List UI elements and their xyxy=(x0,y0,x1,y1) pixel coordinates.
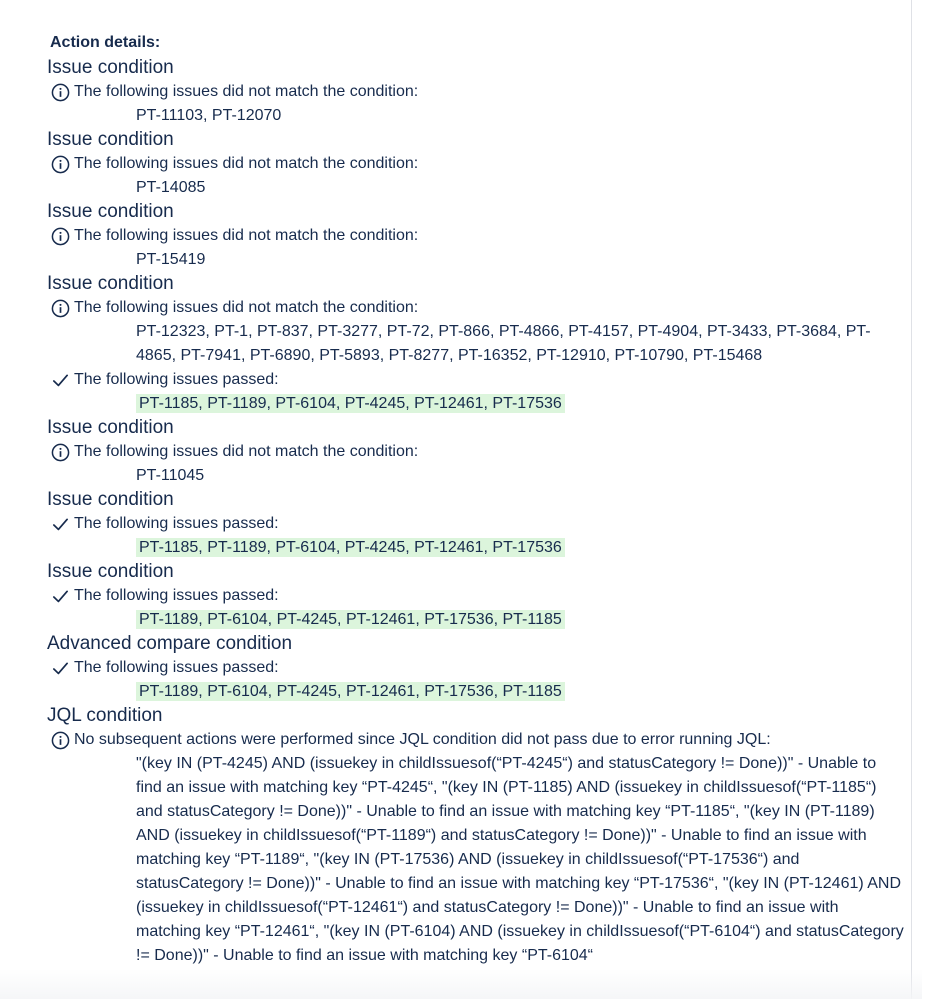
condition-section xyxy=(47,200,907,272)
section-title: Issue condition xyxy=(47,417,174,438)
issue-keys: PT-12323, PT-1, PT-837, PT-3277, PT-72, PT-866, PT-4866, PT-4157, PT-4904, PT-3433, PT-3684, PT-4865, PT-7941, PT-6890, PT-5893, PT-8277, PT-16352, PT-12910, PT-10790, PT-15468 xyxy=(136,323,871,364)
section-title: Issue condition xyxy=(47,57,174,78)
issue-keys: PT-11103, PT-12070 xyxy=(136,107,282,124)
status-text: The following issues did not match the condition: xyxy=(74,443,419,460)
checkmark-icon xyxy=(50,586,70,606)
condition-section xyxy=(47,128,907,200)
condition-section xyxy=(47,416,907,488)
issue-keys: PT-11045 xyxy=(136,467,205,484)
status-text: The following issues passed: xyxy=(74,659,279,676)
passed-status-line xyxy=(50,512,907,536)
bottom-fade xyxy=(0,969,922,999)
not-matched-status-line xyxy=(50,224,907,248)
action-details-content xyxy=(47,30,907,968)
passed-status-line xyxy=(50,368,907,392)
info-circle-icon xyxy=(50,154,70,174)
condition-section xyxy=(47,632,907,704)
status-text: The following issues did not match the condition: xyxy=(74,155,419,172)
issue-keys: PT-1189, PT-6104, PT-4245, PT-12461, PT-17536, PT-1185 xyxy=(136,610,565,629)
passed-status-line xyxy=(50,656,907,680)
not-matched-issue-list xyxy=(136,248,907,272)
status-text: The following issues did not match the condition: xyxy=(74,83,419,100)
jql-status-line xyxy=(50,728,907,752)
section-title: Issue condition xyxy=(47,201,174,222)
section-title: Issue condition xyxy=(47,489,174,510)
not-matched-issue-list xyxy=(136,320,907,368)
passed-issue-list xyxy=(136,392,907,416)
condition-section xyxy=(47,272,907,416)
panel-divider xyxy=(911,0,912,999)
issue-keys: PT-14085 xyxy=(136,179,206,196)
status-text: The following issues passed: xyxy=(74,515,279,532)
passed-issue-list xyxy=(136,608,907,632)
passed-status-line xyxy=(50,584,907,608)
not-matched-status-line xyxy=(50,80,907,104)
checkmark-icon xyxy=(50,514,70,534)
status-text: The following issues passed: xyxy=(74,371,279,388)
info-circle-icon xyxy=(50,82,70,102)
condition-section xyxy=(47,56,907,128)
info-circle-icon xyxy=(50,442,70,462)
jql-error-detail: "(key IN (PT-4245) AND (issuekey in childIssuesof(“PT-4245“) and statusCategory != Done))" - Unable to find an issue with matching key “PT-4245“, "(key IN (PT-1185) AND (issuekey in childIssuesof(“PT-1185“) and statusCategory != Done))" - Unable to find an issue with matching key “PT-1185“, "(key IN (PT-1189) AND (issuekey in childIssuesof(“PT-1189“) and statusCategory != Done))" - Unable to find an issue with matching key “PT-1189“, "(key IN (PT-17536) AND (issuekey in childIssuesof(“PT-17536“) and statusCategory != Done))" - Unable to find an issue with matching key “PT-17536“, "(key IN (PT-12461) AND (issuekey in childIssuesof(“PT-12461“) and statusCategory != Done))" - Unable to find an issue with matching key “PT-12461“, "(key IN (PT-6104) AND (issuekey in childIssuesof(“PT-6104“) and statusCategory != Done))" - Unable to find an issue with matching key “PT-6104“ xyxy=(136,755,904,964)
not-matched-status-line xyxy=(50,440,907,464)
not-matched-status-line xyxy=(50,152,907,176)
action-details-heading: Action details: xyxy=(50,34,161,51)
not-matched-status-line xyxy=(50,296,907,320)
not-matched-issue-list xyxy=(136,464,907,488)
info-circle-icon xyxy=(50,730,70,750)
section-title: JQL condition xyxy=(47,705,163,726)
jql-message: No subsequent actions were performed since JQL condition did not pass due to error running JQL: xyxy=(74,731,771,748)
condition-section xyxy=(47,560,907,632)
not-matched-issue-list xyxy=(136,176,907,200)
issue-keys: PT-1185, PT-1189, PT-6104, PT-4245, PT-12461, PT-17536 xyxy=(136,538,565,557)
status-text: The following issues did not match the condition: xyxy=(74,227,419,244)
issue-keys: PT-15419 xyxy=(136,251,206,268)
section-title: Advanced compare condition xyxy=(47,633,293,654)
info-circle-icon xyxy=(50,298,70,318)
passed-issue-list xyxy=(136,536,907,560)
issue-keys: PT-1189, PT-6104, PT-4245, PT-12461, PT-17536, PT-1185 xyxy=(136,682,565,701)
status-text: The following issues passed: xyxy=(74,587,279,604)
checkmark-icon xyxy=(50,658,70,678)
not-matched-issue-list xyxy=(136,104,907,128)
status-text: The following issues did not match the condition: xyxy=(74,299,419,316)
condition-sections xyxy=(47,56,907,704)
condition-section xyxy=(47,488,907,560)
issue-keys: PT-1185, PT-1189, PT-6104, PT-4245, PT-12461, PT-17536 xyxy=(136,394,565,413)
checkmark-icon xyxy=(50,370,70,390)
section-title: Issue condition xyxy=(47,129,174,150)
section-title: Issue condition xyxy=(47,561,174,582)
passed-issue-list xyxy=(136,680,907,704)
info-circle-icon xyxy=(50,226,70,246)
section-title: Issue condition xyxy=(47,273,174,294)
jql-condition-section xyxy=(47,704,907,968)
